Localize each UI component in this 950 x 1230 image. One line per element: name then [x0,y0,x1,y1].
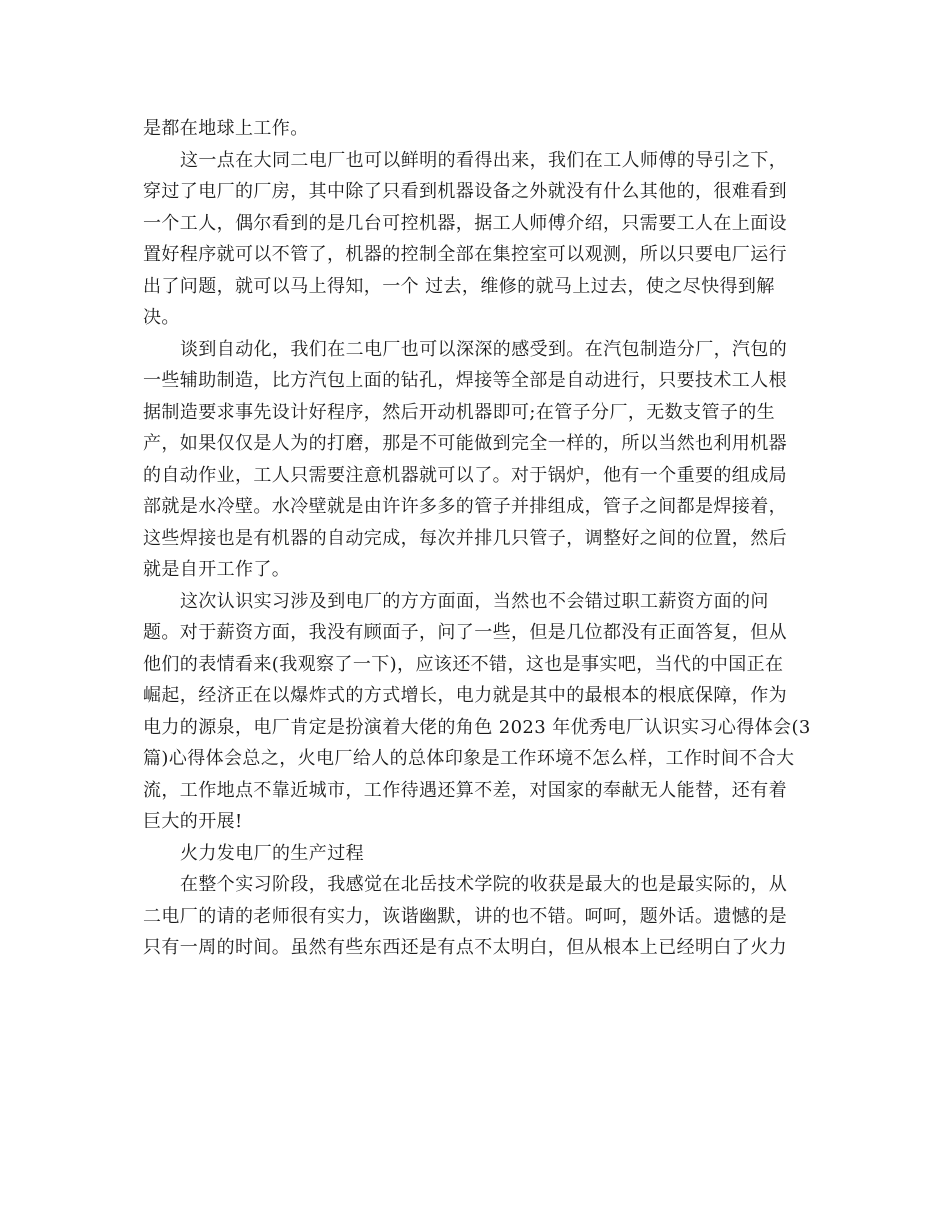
text-line: 谈到自动化，我们在二电厂也可以深深的感受到。在汽包制造分厂，汽包的 [180,338,788,360]
text-line: 穿过了电厂的厂房，其中除了只看到机器设备之外就没有什么其他的，很难看到 [143,181,787,202]
text-line: 巨大的开展! [143,811,243,832]
text-line: 出了问题，就可以马上得知，一个 过去，维修的就马上过去，使之尽快得到解 [143,275,775,297]
text-line: 篇)心得体会总之，火电厂给人的总体印象是工作环境不怎么样，工作时间不合大 [143,748,795,769]
text-line: 是都在地球上工作。 [143,118,309,139]
text-line: 这一点在大同二电厂也可以鲜明的看得出来，我们在工人师傅的导引之下， [180,149,788,171]
text-line: 在整个实习阶段，我感觉在北岳技术学院的收获是最大的也是最实际的，从 [180,874,788,895]
text-line: 这些焊接也是有机器的自动完成，每次并排几只管子，调整好之间的位置，然后 [143,527,787,549]
text-line: 流，工作地点不靠近城市，工作待遇还算不差，对国家的奉献无人能替，还有着 [143,779,787,801]
text-line: 的自动作业，工人只需要注意机器就可以了。对于锅炉，他有一个重要的组成局 [143,464,787,486]
text-line: 他们的表情看来(我观察了一下)，应该还不错，这也是事实吧，当代的中国正在 [143,653,784,675]
text-line: 部就是水冷壁。水冷壁就是由许许多多的管子并排组成，管子之间都是焊接着， [143,496,787,517]
document-body [143,113,811,964]
text-line: 这次认识实习涉及到电厂的方方面面，当然也不会错过职工薪资方面的问 [180,590,769,612]
text-line: 产，如果仅仅是人为的打磨，那是不可能做到完全一样的，所以当然也利用机器 [143,433,787,454]
text-line: 就是自开工作了。 [143,559,291,580]
text-line: 置好程序就可以不管了，机器的控制全部在集控室可以观测，所以只要电厂运行 [143,244,787,265]
text-line: 一个工人，偶尔看到的是几台可控机器，据工人师傅介绍，只需要工人在上面设 [143,212,787,234]
text-line: 一些辅助制造，比方汽包上面的钻孔，焊接等全部是自动进行，只要技术工人根 [143,370,787,391]
text-line: 电力的源泉，电厂肯定是扮演着大佬的角色 2023 年优秀电厂认识实习心得体会(3 [143,716,811,738]
text-line: 火力发电厂的生产过程 [180,842,364,864]
text-line: 决。 [143,307,180,328]
text-line: 题。对于薪资方面，我没有顾面子，问了一些，但是几位都没有正面答复，但从 [143,622,787,643]
text-line: 据制造要求事先设计好程序，然后开动机器即可;在管子分厂，无数支管子的生 [143,401,776,423]
text-line: 崛起，经济正在以爆炸式的方式增长，电力就是其中的最根本的根底保障，作为 [143,685,787,706]
text-line: 只有一周的时间。虽然有些东西还是有点不太明白，但从根本上已经明白了火力 [143,937,787,958]
text-line: 二电厂的请的老师很有实力，诙谐幽默，讲的也不错。呵呵，题外话。遗憾的是 [143,905,787,927]
